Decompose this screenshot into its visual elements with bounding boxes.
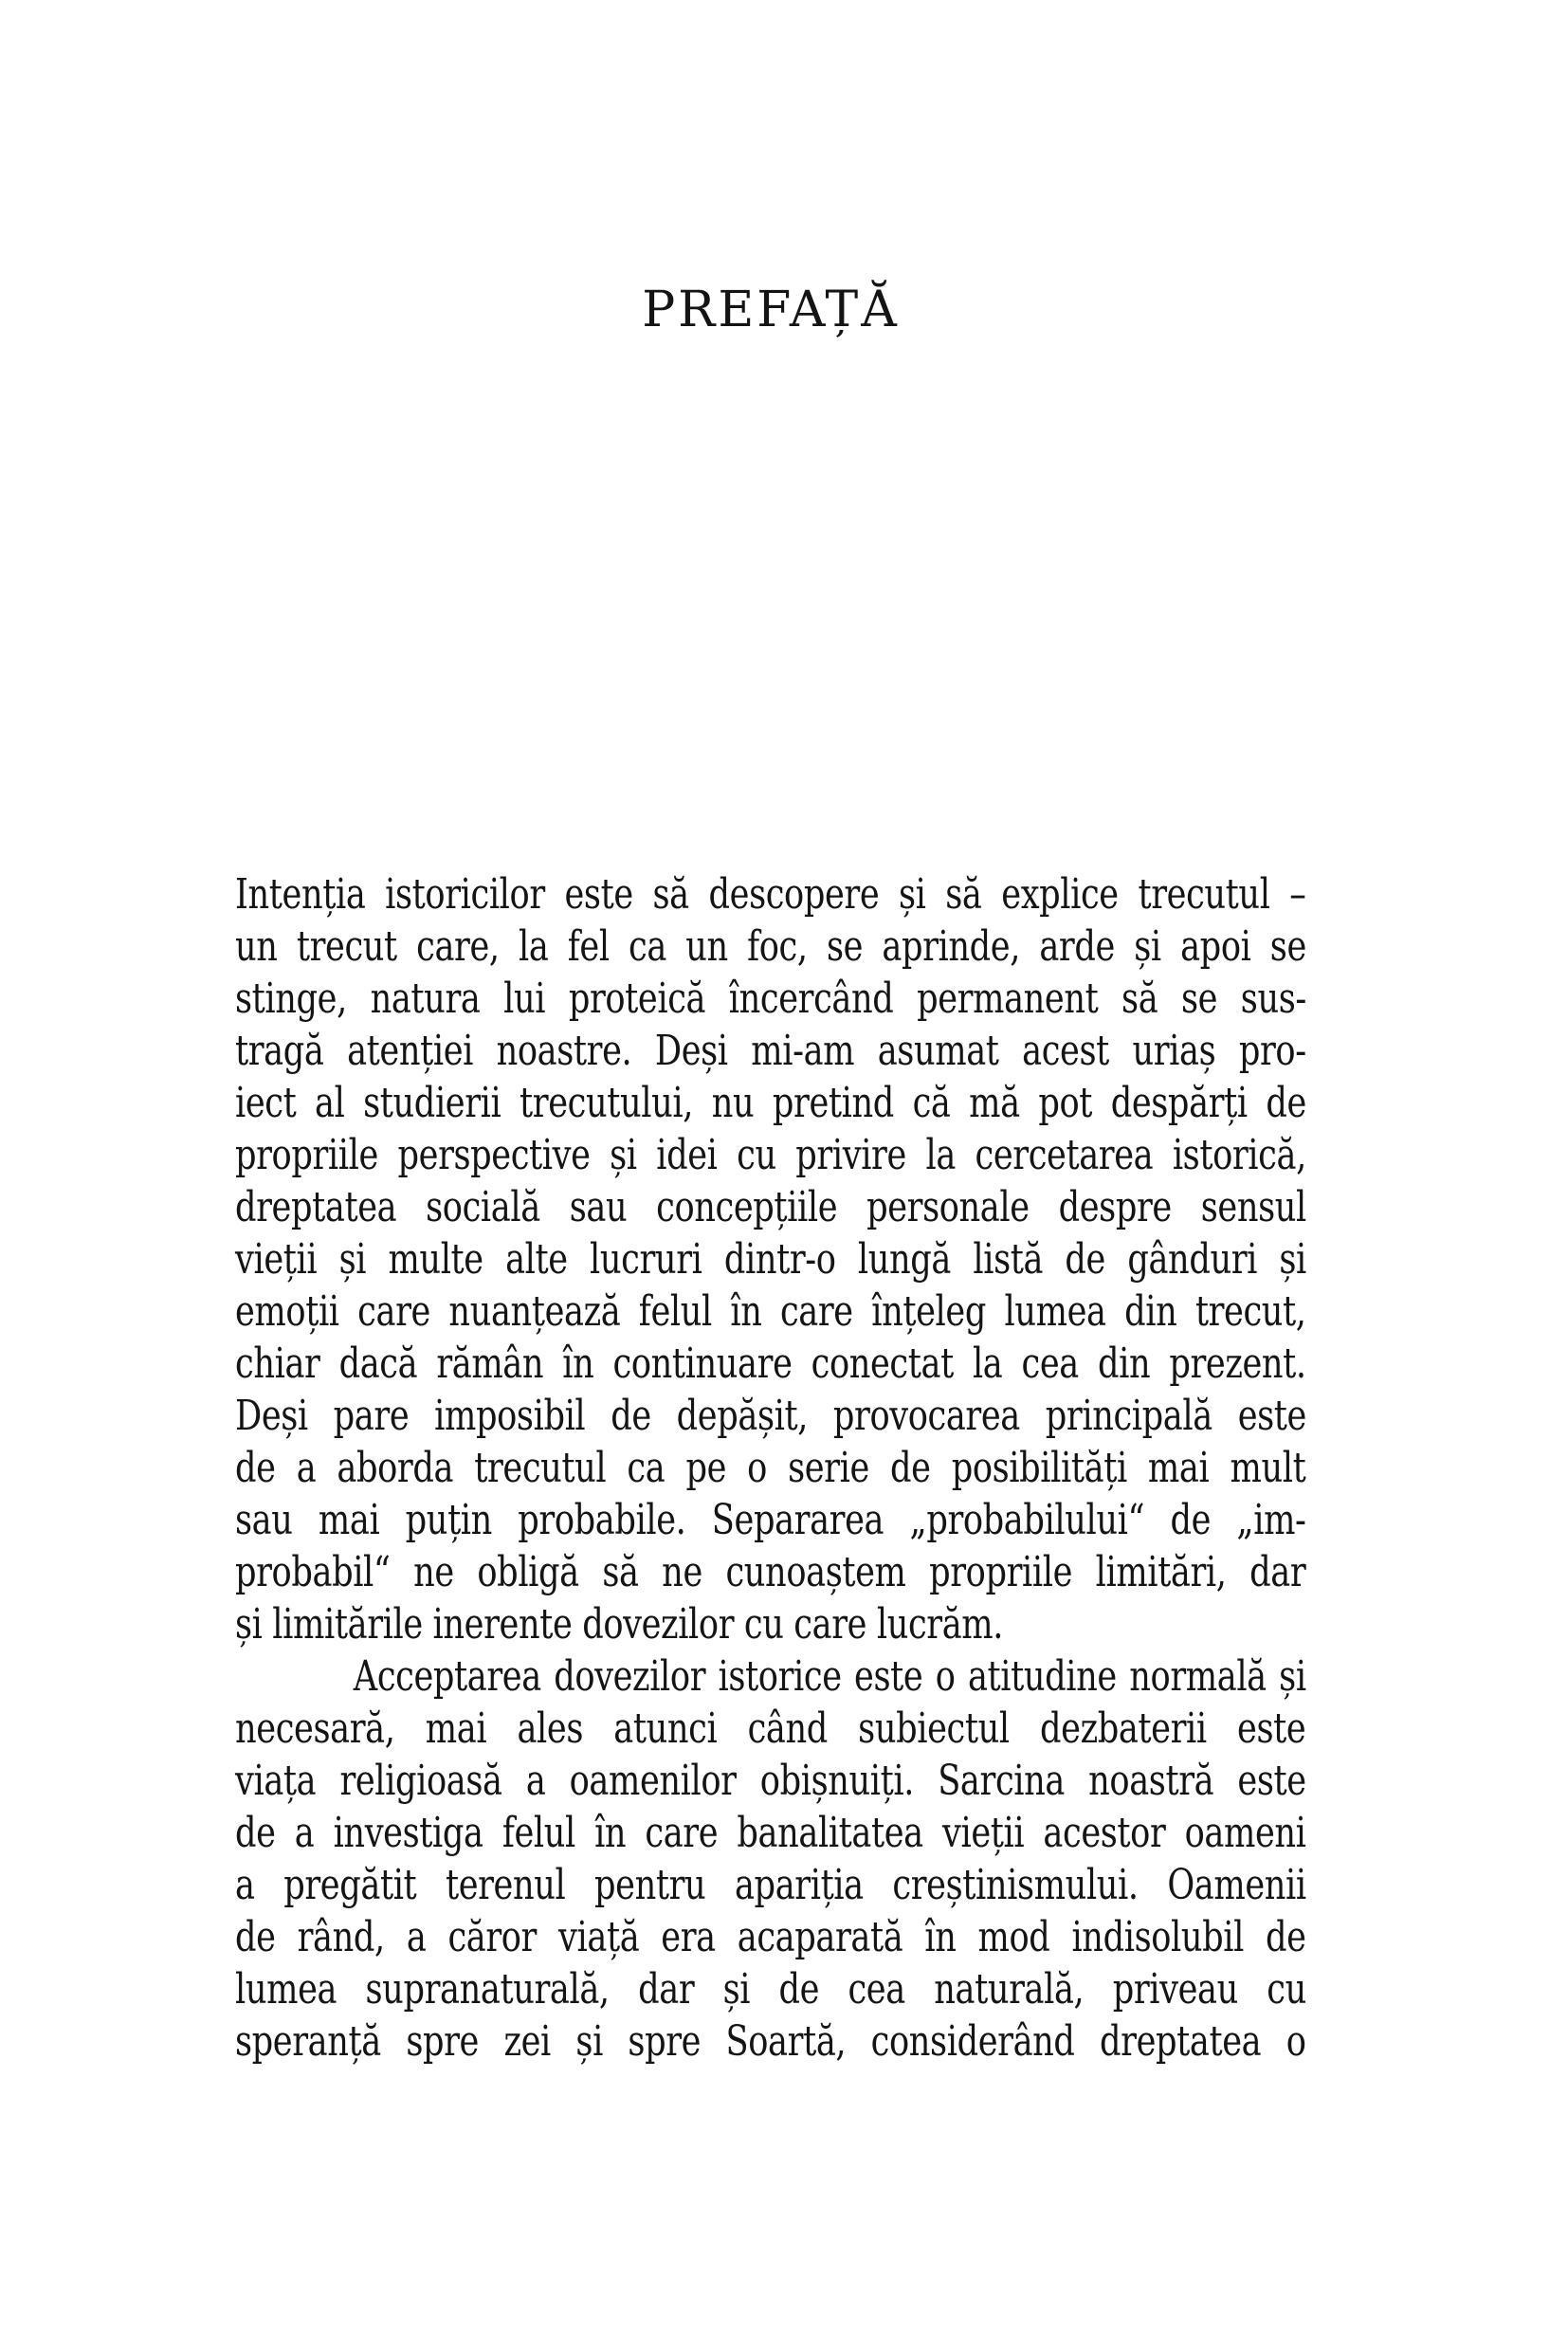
paragraph-1-line-7: dreptatea socială sau concepțiile personale despre sensul [235,1183,1306,1231]
paragraph-2-line-4: de a investiga felul în care banalitatea vieții acestor oameni [235,1809,1306,1857]
paragraph-1-line-1: Intenția istoricilor este să descopere și să explice trecutul – [235,870,1306,919]
chapter-title: PREFAȚĂ [642,282,900,338]
paragraph-2-line-7: lumea supranaturală, dar și de cea naturală, priveau cu [235,1965,1306,2014]
paragraph-2-line-8: speranță spre zei și spre Soartă, considerând dreptatea o [235,2017,1306,2066]
paragraph-1-line-15: și limitările inerente dovezilor cu care lucrăm. [235,1600,1004,1649]
paragraph-1-line-11: Deși pare imposibil de depășit, provocarea principală este [235,1392,1306,1440]
paragraph-1-line-12: de a aborda trecutul ca pe o serie de posibilități mai mult [235,1444,1306,1492]
paragraph-1-line-5: iect al studierii trecutului, nu pretind că mă pot despărți de [235,1079,1306,1127]
body-text [235,868,1306,2068]
paragraph-2-line-2: necesară, mai ales atunci când subiectul dezbaterii este [235,1704,1306,1753]
paragraph-1-line-14: probabil“ ne obligă să ne cunoaștem propriile limitări, dar [235,1548,1306,1596]
paragraph-2-line-5: a pregătit terenul pentru apariția creștinismului. Oamenii [235,1861,1306,1909]
paragraph-1-line-2: un trecut care, la fel ca un foc, se aprinde, arde și apoi se [235,922,1306,971]
paragraph-1-line-10: chiar dacă rămân în continuare conectat la cea din prezent. [235,1340,1306,1388]
paragraph-2-line-6: de rând, a căror viață era acaparată în mod indisolubil de [235,1913,1306,1961]
paragraph-2-line-1: Acceptarea dovezilor istorice este o atitudine normală și [353,1652,1306,1701]
paragraph-1-line-3: stinge, natura lui proteică încercând permanent să se sus- [235,975,1306,1023]
paragraph-1-line-9: emoții care nuanțează felul în care înțeleg lumea din trecut, [235,1287,1306,1336]
paragraph-2-line-3: viața religioasă a oamenilor obișnuiți. Sarcina noastră este [235,1757,1306,1805]
paragraph-1-line-13: sau mai puțin probabile. Separarea „probabilului“ de „im- [235,1496,1306,1544]
paragraph-1-line-8: vieții și multe alte lucruri dintr-o lungă listă de gânduri și [235,1235,1306,1284]
paragraph-1-line-6: propriile perspective și idei cu privire la cercetarea istorică, [235,1131,1306,1179]
paragraph-1-line-4: tragă atenției noastre. Deși mi-am asumat acest uriaș pro- [235,1027,1306,1075]
